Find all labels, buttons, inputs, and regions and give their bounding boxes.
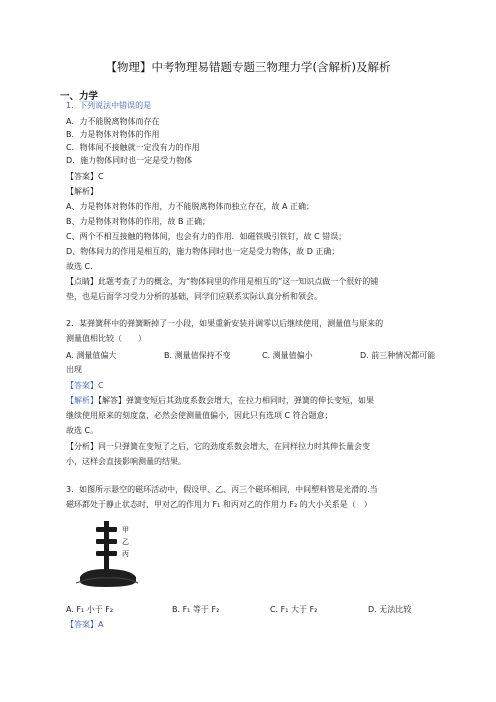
q3-answer: 【答案】A xyxy=(66,620,104,629)
q2-option-b: B. 测量值保持不变 xyxy=(164,351,231,360)
q2-answer: 【答案】C xyxy=(66,381,104,390)
label-bing: 丙 xyxy=(122,550,129,558)
q3-option-c: C. F₁ 大于 F₂ xyxy=(270,605,318,614)
q2-analysis-line xyxy=(66,395,374,406)
q2-stem-line: 测量值相比较（ ） xyxy=(66,334,146,343)
q2-comment-line: 小，这样会直接影响测量的结果。 xyxy=(66,457,186,466)
q2-analysis-text: 【解答】弹簧变短后其劲度系数会增大，在拉力相同时，弹簧的伸长变短，如果 xyxy=(98,396,374,405)
ring-yi xyxy=(96,539,117,544)
q3-option-a: A. F₁ 小于 F₂ xyxy=(66,605,114,614)
q1-option-d: D．施力物体同时也一定是受力物体 xyxy=(66,156,193,165)
magnet-rings-figure xyxy=(74,517,164,597)
q1-comment-line: 【点睛】此题考查了力的概念，为“物体间里的作用是相互的”这一知识点做一个很好的铺 xyxy=(66,277,379,286)
page-title: 【物理】中考物理易错题专题三物理力学(含解析)及解析 xyxy=(105,60,391,74)
q3-option-b: B. F₁ 等于 F₂ xyxy=(172,605,220,614)
q2-stem-line: 2．某弹簧秤中的弹簧断掉了一小段，如果重新安装并调零以后继续使用，测量值与原来的 xyxy=(66,319,384,328)
q2-comment-line: 【分析】同一只弹簧在变短了之后，它的劲度系数会增大，在同样拉力时其伸长量会变 xyxy=(66,442,370,451)
q2-option-c: C. 测量值偏小 xyxy=(262,351,313,360)
label-jia: 甲 xyxy=(122,526,129,534)
q2-option-a: A. 测量值偏大 xyxy=(66,351,117,360)
q1-option-a: A．力不能脱离物体而存在 xyxy=(66,117,160,126)
q2-analysis-line: 故选 C。 xyxy=(66,426,99,435)
ring-jia xyxy=(96,527,117,532)
q1-analysis-line: 故选 C． xyxy=(66,262,99,271)
magnet-rings-illustration xyxy=(74,517,164,597)
q1-analysis-label: 【解析】 xyxy=(66,187,98,196)
q2-option-d: D. 前三种情况都可能 xyxy=(360,351,436,360)
q2-analysis-line: 继续使用原来的刻度盘，必然会使测量值偏小，因此只有选项 C 符合题意； xyxy=(66,411,333,420)
q1-answer: 【答案】C xyxy=(66,172,104,181)
section-heading: 一、力学 xyxy=(60,91,99,102)
q1-analysis-line: A、力是物体对物体的作用，力不能脱离物体而独立存在，故 A 正确； xyxy=(66,202,315,211)
q3-option-d: D. 无法比较 xyxy=(368,605,412,614)
q2-analysis-tag: 【解析】 xyxy=(66,396,98,405)
q1-option-c: C．物体间不接触就一定没有力的作用 xyxy=(66,143,200,152)
q1-analysis-line: D、物体间力的作用是相互的，施力物体同时也一定是受力物体，故 D 正确； xyxy=(66,247,340,256)
q1-comment-line: 垫，也是后面学习受力分析的基础，同学们应联系实际认真分析和领会。 xyxy=(66,292,322,301)
q2-option-d-wrap: 出现 xyxy=(66,365,82,374)
q3-stem-line: 磁环都处于静止状态时，甲对乙的作用力 F₁ 和丙对乙的作用力 F₂ 的大小关系是（ ） xyxy=(66,500,372,509)
ring-bing xyxy=(96,551,117,556)
q1-stem: 1．下列说法中错误的是 xyxy=(66,101,152,110)
label-yi: 乙 xyxy=(122,538,129,546)
q1-option-b: B．力是物体对物体的作用 xyxy=(66,130,160,139)
q3-stem-line: 3．如图所示悬空的磁环活动中，假设甲、乙、丙三个磁环相同，中间塑料管是光滑的.当 xyxy=(66,485,378,494)
q1-analysis-line: B、力是物体对物体的作用，故 B 正确； xyxy=(66,217,211,226)
q1-analysis-line: C、两个不相互接触的物体间，也会有力的作用．如磁铁吸引铁钉，故 C 错误； xyxy=(66,232,347,241)
